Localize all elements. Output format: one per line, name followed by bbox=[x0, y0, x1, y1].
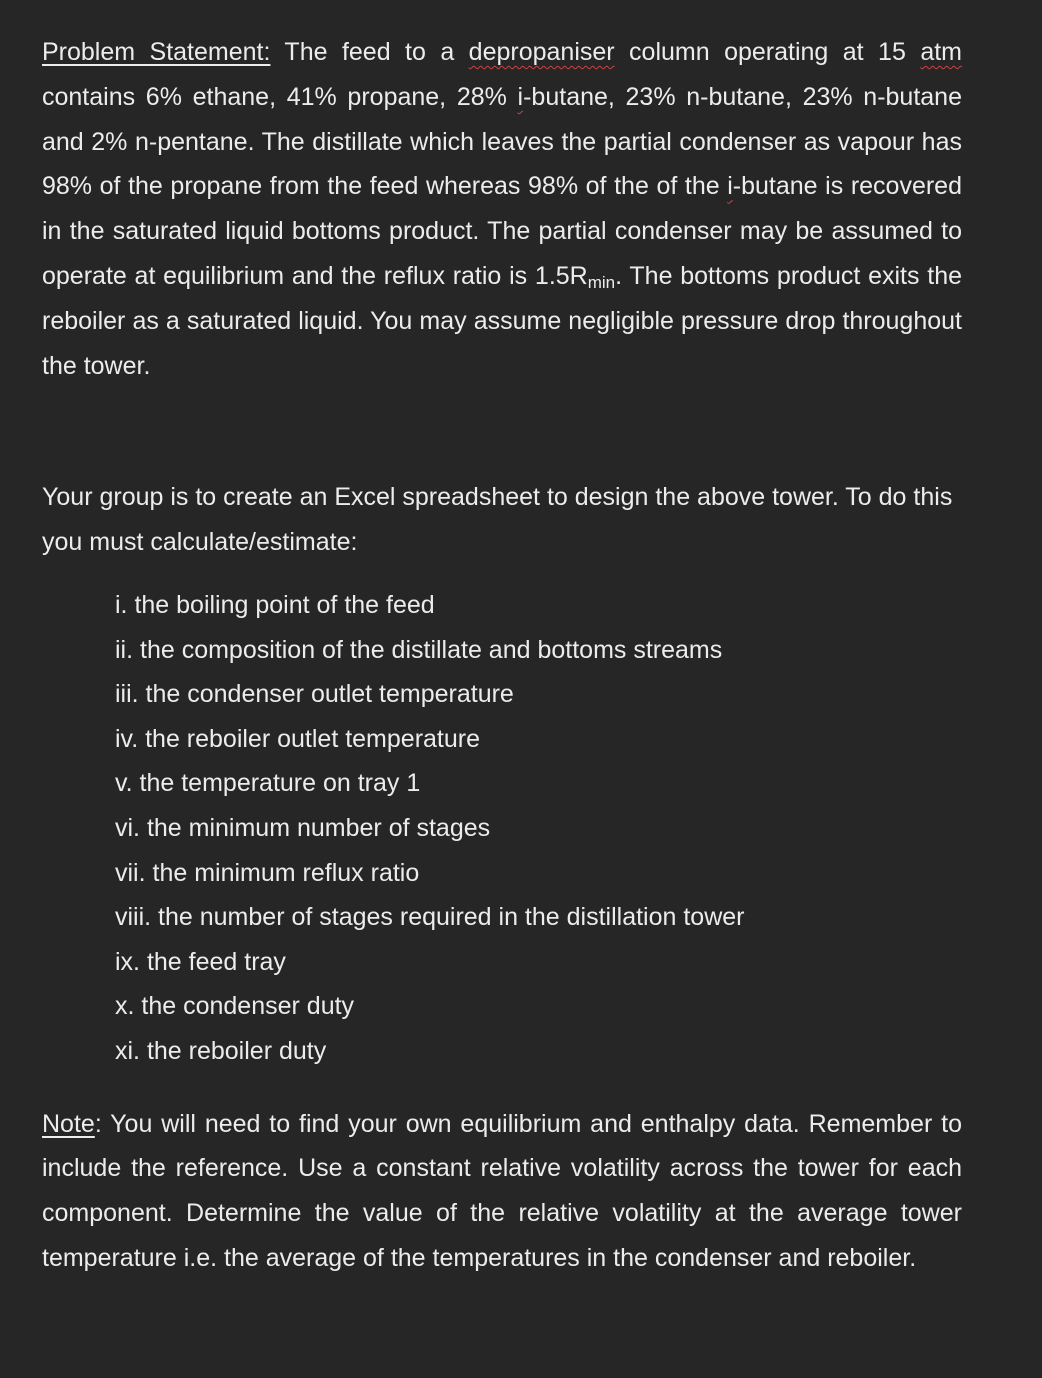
spellcheck-word: depropaniser bbox=[468, 38, 615, 66]
document-page bbox=[42, 30, 962, 1281]
problem-text: contains 6% ethane, 41% propane, 28% bbox=[42, 82, 518, 111]
subscript-min: min bbox=[587, 272, 616, 292]
list-item: ix. the feed tray bbox=[115, 947, 286, 976]
problem-text: column operating at 15 bbox=[614, 38, 921, 66]
list-item: iii. the condenser outlet temperature bbox=[115, 680, 514, 709]
list-item: vii. the minimum reflux ratio bbox=[115, 858, 420, 887]
spellcheck-word: i bbox=[517, 82, 524, 111]
list-item: vi. the minimum number of stages bbox=[115, 813, 491, 842]
problem-text: The feed to a bbox=[270, 38, 469, 66]
problem-statement-label: Problem Statement: bbox=[42, 38, 271, 66]
list-item: i. the boiling point of the feed bbox=[115, 590, 435, 619]
task-list bbox=[42, 583, 962, 1074]
list-item: iv. the reboiler outlet temperature bbox=[115, 724, 481, 753]
list-item: xi. the reboiler duty bbox=[115, 1036, 327, 1065]
problem-text: . The bottoms product exits the reboiler as a saturated liquid. You may assume negligible pressure drop throughout the tower. bbox=[42, 261, 963, 380]
note-paragraph bbox=[42, 1102, 962, 1281]
note-text: : You will need to find your own equilibrium and enthalpy data. Remember to include the reference. Use a constant relative volatility across the tower for each component. Determine the value of the relative volatility at the average tower temperature i.e. the average of the temperatures in the condenser and reboiler. bbox=[42, 1109, 962, 1272]
problem-text: -butane, 23% n-butane, 23% n-butane and 2% n-pentane. The distillate which leaves the partial condenser as vapour has 98% of the propane from the feed whereas 98% of the of the bbox=[42, 82, 962, 201]
problem-statement-section bbox=[42, 30, 962, 388]
list-item: v. the temperature on tray 1 bbox=[115, 769, 421, 798]
note-section bbox=[42, 1102, 962, 1281]
spellcheck-word: i bbox=[727, 172, 733, 201]
list-item: x. the condenser duty bbox=[115, 992, 355, 1021]
list-item: viii. the number of stages required in the distillation tower bbox=[115, 903, 745, 932]
problem-text: -butane is recovered in the saturated liquid bottoms product. The partial condenser may be assumed to operate at equilibrium and the reflux ratio is 1.5R bbox=[42, 172, 962, 290]
problem-statement-paragraph bbox=[42, 30, 962, 388]
list-item: ii. the composition of the distillate and bottoms streams bbox=[115, 635, 723, 664]
note-label: Note bbox=[42, 1109, 95, 1138]
spellcheck-word: atm bbox=[920, 38, 962, 66]
task-section bbox=[42, 475, 962, 1073]
task-intro: Your group is to create an Excel spreadsheet to design the above tower. To do this you must calculate/estimate: bbox=[42, 483, 953, 557]
